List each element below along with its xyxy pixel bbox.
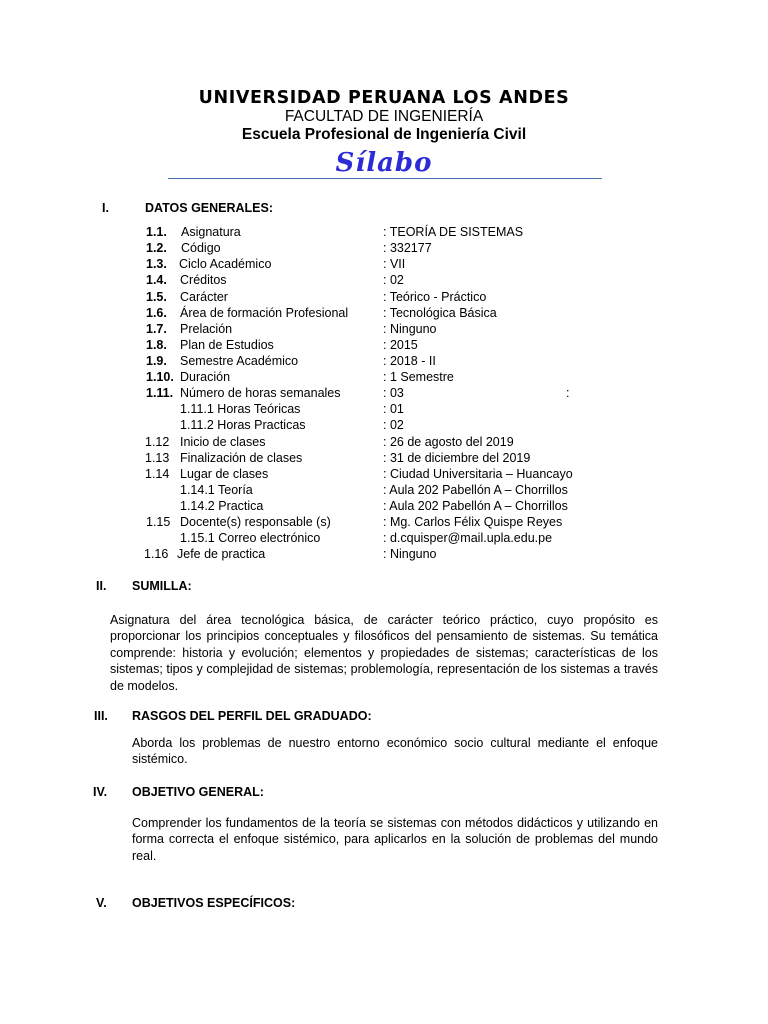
item-number: 1.4. xyxy=(146,273,167,287)
section-title-perfil: RASGOS DEL PERFIL DEL GRADUADO: xyxy=(132,709,372,723)
item-number: 1.14 xyxy=(145,467,170,481)
item-number: 1.8. xyxy=(146,338,167,352)
item-label: 1.11.2 Horas Practicas xyxy=(180,418,306,432)
item-label: Prelación xyxy=(180,322,233,336)
item-value: : Mg. Carlos Félix Quispe Reyes xyxy=(383,515,563,529)
item-value: : TEORÍA DE SISTEMAS xyxy=(383,225,524,239)
faculty-name: FACULTAD DE INGENIERÍA xyxy=(284,108,484,125)
list-item xyxy=(0,435,768,451)
list-item xyxy=(0,499,768,515)
item-label: Docente(s) responsable (s) xyxy=(180,515,331,529)
list-item xyxy=(0,290,768,306)
item-number: 1.16 xyxy=(144,547,169,561)
item-value: : VII xyxy=(383,257,406,271)
item-value: : 31 de diciembre del 2019 xyxy=(383,451,531,465)
item-label: Créditos xyxy=(180,273,227,287)
list-item xyxy=(0,338,768,354)
list-item xyxy=(0,418,768,434)
list-item xyxy=(0,241,768,257)
item-label: Duración xyxy=(180,370,231,384)
list-item xyxy=(0,322,768,338)
item-label: Código xyxy=(181,241,221,255)
item-label: Área de formación Profesional xyxy=(180,306,349,320)
section-number: I. xyxy=(102,201,109,215)
item-label: Ciclo Académico xyxy=(179,257,272,271)
item-number: 1.1. xyxy=(146,225,167,239)
section-title-objetivos-especificos: OBJETIVOS ESPECÍFICOS: xyxy=(132,896,296,910)
item-value: : Teórico - Práctico xyxy=(383,290,487,304)
document-title: Sílabo xyxy=(335,148,433,178)
section-number: IV. xyxy=(93,785,108,799)
item-label: Plan de Estudios xyxy=(180,338,274,352)
item-label: Número de horas semanales xyxy=(180,386,341,400)
item-extra-colon: : xyxy=(566,386,570,400)
list-item xyxy=(0,402,768,418)
item-number: 1.6. xyxy=(146,306,167,320)
list-item xyxy=(0,467,768,483)
item-number: 1.3. xyxy=(146,257,167,271)
section-title-sumilla: SUMILLA: xyxy=(132,579,192,593)
item-value: : 332177 xyxy=(383,241,432,255)
item-number: 1.13 xyxy=(145,451,170,465)
section-number: II. xyxy=(96,579,107,593)
list-item xyxy=(0,531,768,547)
item-number: 1.5. xyxy=(146,290,167,304)
objetivo-general-paragraph: Comprender los fundamentos de la teoría se sistemas con métodos didácticos y utilizando en forma correcta el enfoque sistémico, para aplicarlos en la solución de problemas del mundo real. xyxy=(132,816,658,863)
item-value: : 2018 - II xyxy=(383,354,436,368)
list-item xyxy=(0,306,768,322)
item-value: : d.cquisper@mail.upla.edu.pe xyxy=(383,531,553,545)
list-item xyxy=(0,354,768,370)
item-number: 1.9. xyxy=(146,354,167,368)
item-label: Asignatura xyxy=(181,225,241,239)
item-value: : 01 xyxy=(383,402,404,416)
item-value: : 03 xyxy=(383,386,404,400)
list-item xyxy=(0,370,768,386)
item-label: 1.14.1 Teoría xyxy=(180,483,253,497)
item-label: Jefe de practica xyxy=(177,547,266,561)
item-value: : Aula 202 Pabellón A – Chorrillos xyxy=(383,499,568,513)
item-number: 1.7. xyxy=(146,322,167,336)
section-title-objetivo-general: OBJETIVO GENERAL: xyxy=(132,785,264,799)
list-item xyxy=(0,483,768,499)
list-item xyxy=(0,451,768,467)
item-number: 1.10. xyxy=(146,370,174,384)
item-value: : Aula 202 Pabellón A – Chorrillos xyxy=(383,483,568,497)
perfil-paragraph: Aborda los problemas de nuestro entorno económico socio cultural mediante el enfoque sistémico. xyxy=(132,736,658,767)
section-title-datos-generales: DATOS GENERALES: xyxy=(145,201,274,215)
item-label: 1.11.1 Horas Teóricas xyxy=(180,402,301,416)
sumilla-paragraph: Asignatura del área tecnológica básica, de carácter teórico práctico, cuyo propósito es proporcionar los principios conceptuales y filosóficos del pensamiento de sistemas. Su temática comprende: historia y evolución; elementos y propiedades de sistemas; características de los sistemas; tipos y complejidad de sistemas; problemología, representación de los sistemas a través de modelos. xyxy=(110,613,658,693)
item-label: 1.15.1 Correo electrónico xyxy=(180,531,321,545)
list-item xyxy=(0,386,768,402)
item-value: : Tecnológica Básica xyxy=(383,306,497,320)
item-label: Inicio de clases xyxy=(180,435,266,449)
section-number: III. xyxy=(94,709,108,723)
item-number: 1.2. xyxy=(146,241,167,255)
item-number: 1.15 xyxy=(146,515,171,529)
section-number: V. xyxy=(96,896,107,910)
list-item xyxy=(0,225,768,241)
item-value: : Ninguno xyxy=(383,322,437,336)
list-item xyxy=(0,547,768,563)
item-value: : Ninguno xyxy=(383,547,437,561)
school-name: Escuela Profesional de Ingeniería Civil xyxy=(241,126,527,143)
item-value: : 02 xyxy=(383,273,404,287)
list-item xyxy=(0,257,768,273)
item-label: Semestre Académico xyxy=(180,354,299,368)
item-value: : 1 Semestre xyxy=(383,370,454,384)
item-label: Lugar de clases xyxy=(180,467,269,481)
item-number: 1.11. xyxy=(146,386,174,400)
item-value: : 02 xyxy=(383,418,404,432)
item-number: 1.12 xyxy=(145,435,170,449)
list-item xyxy=(0,515,768,531)
item-value: : Ciudad Universitaria – Huancayo xyxy=(383,467,573,481)
item-label: Finalización de clases xyxy=(180,451,303,465)
title-divider xyxy=(168,178,602,179)
list-item xyxy=(0,273,768,289)
item-label: 1.14.2 Practica xyxy=(180,499,264,513)
item-value: : 2015 xyxy=(383,338,418,352)
university-name: UNIVERSIDAD PERUANA LOS ANDES xyxy=(198,88,570,108)
item-value: : 26 de agosto del 2019 xyxy=(383,435,514,449)
item-label: Carácter xyxy=(180,290,228,304)
